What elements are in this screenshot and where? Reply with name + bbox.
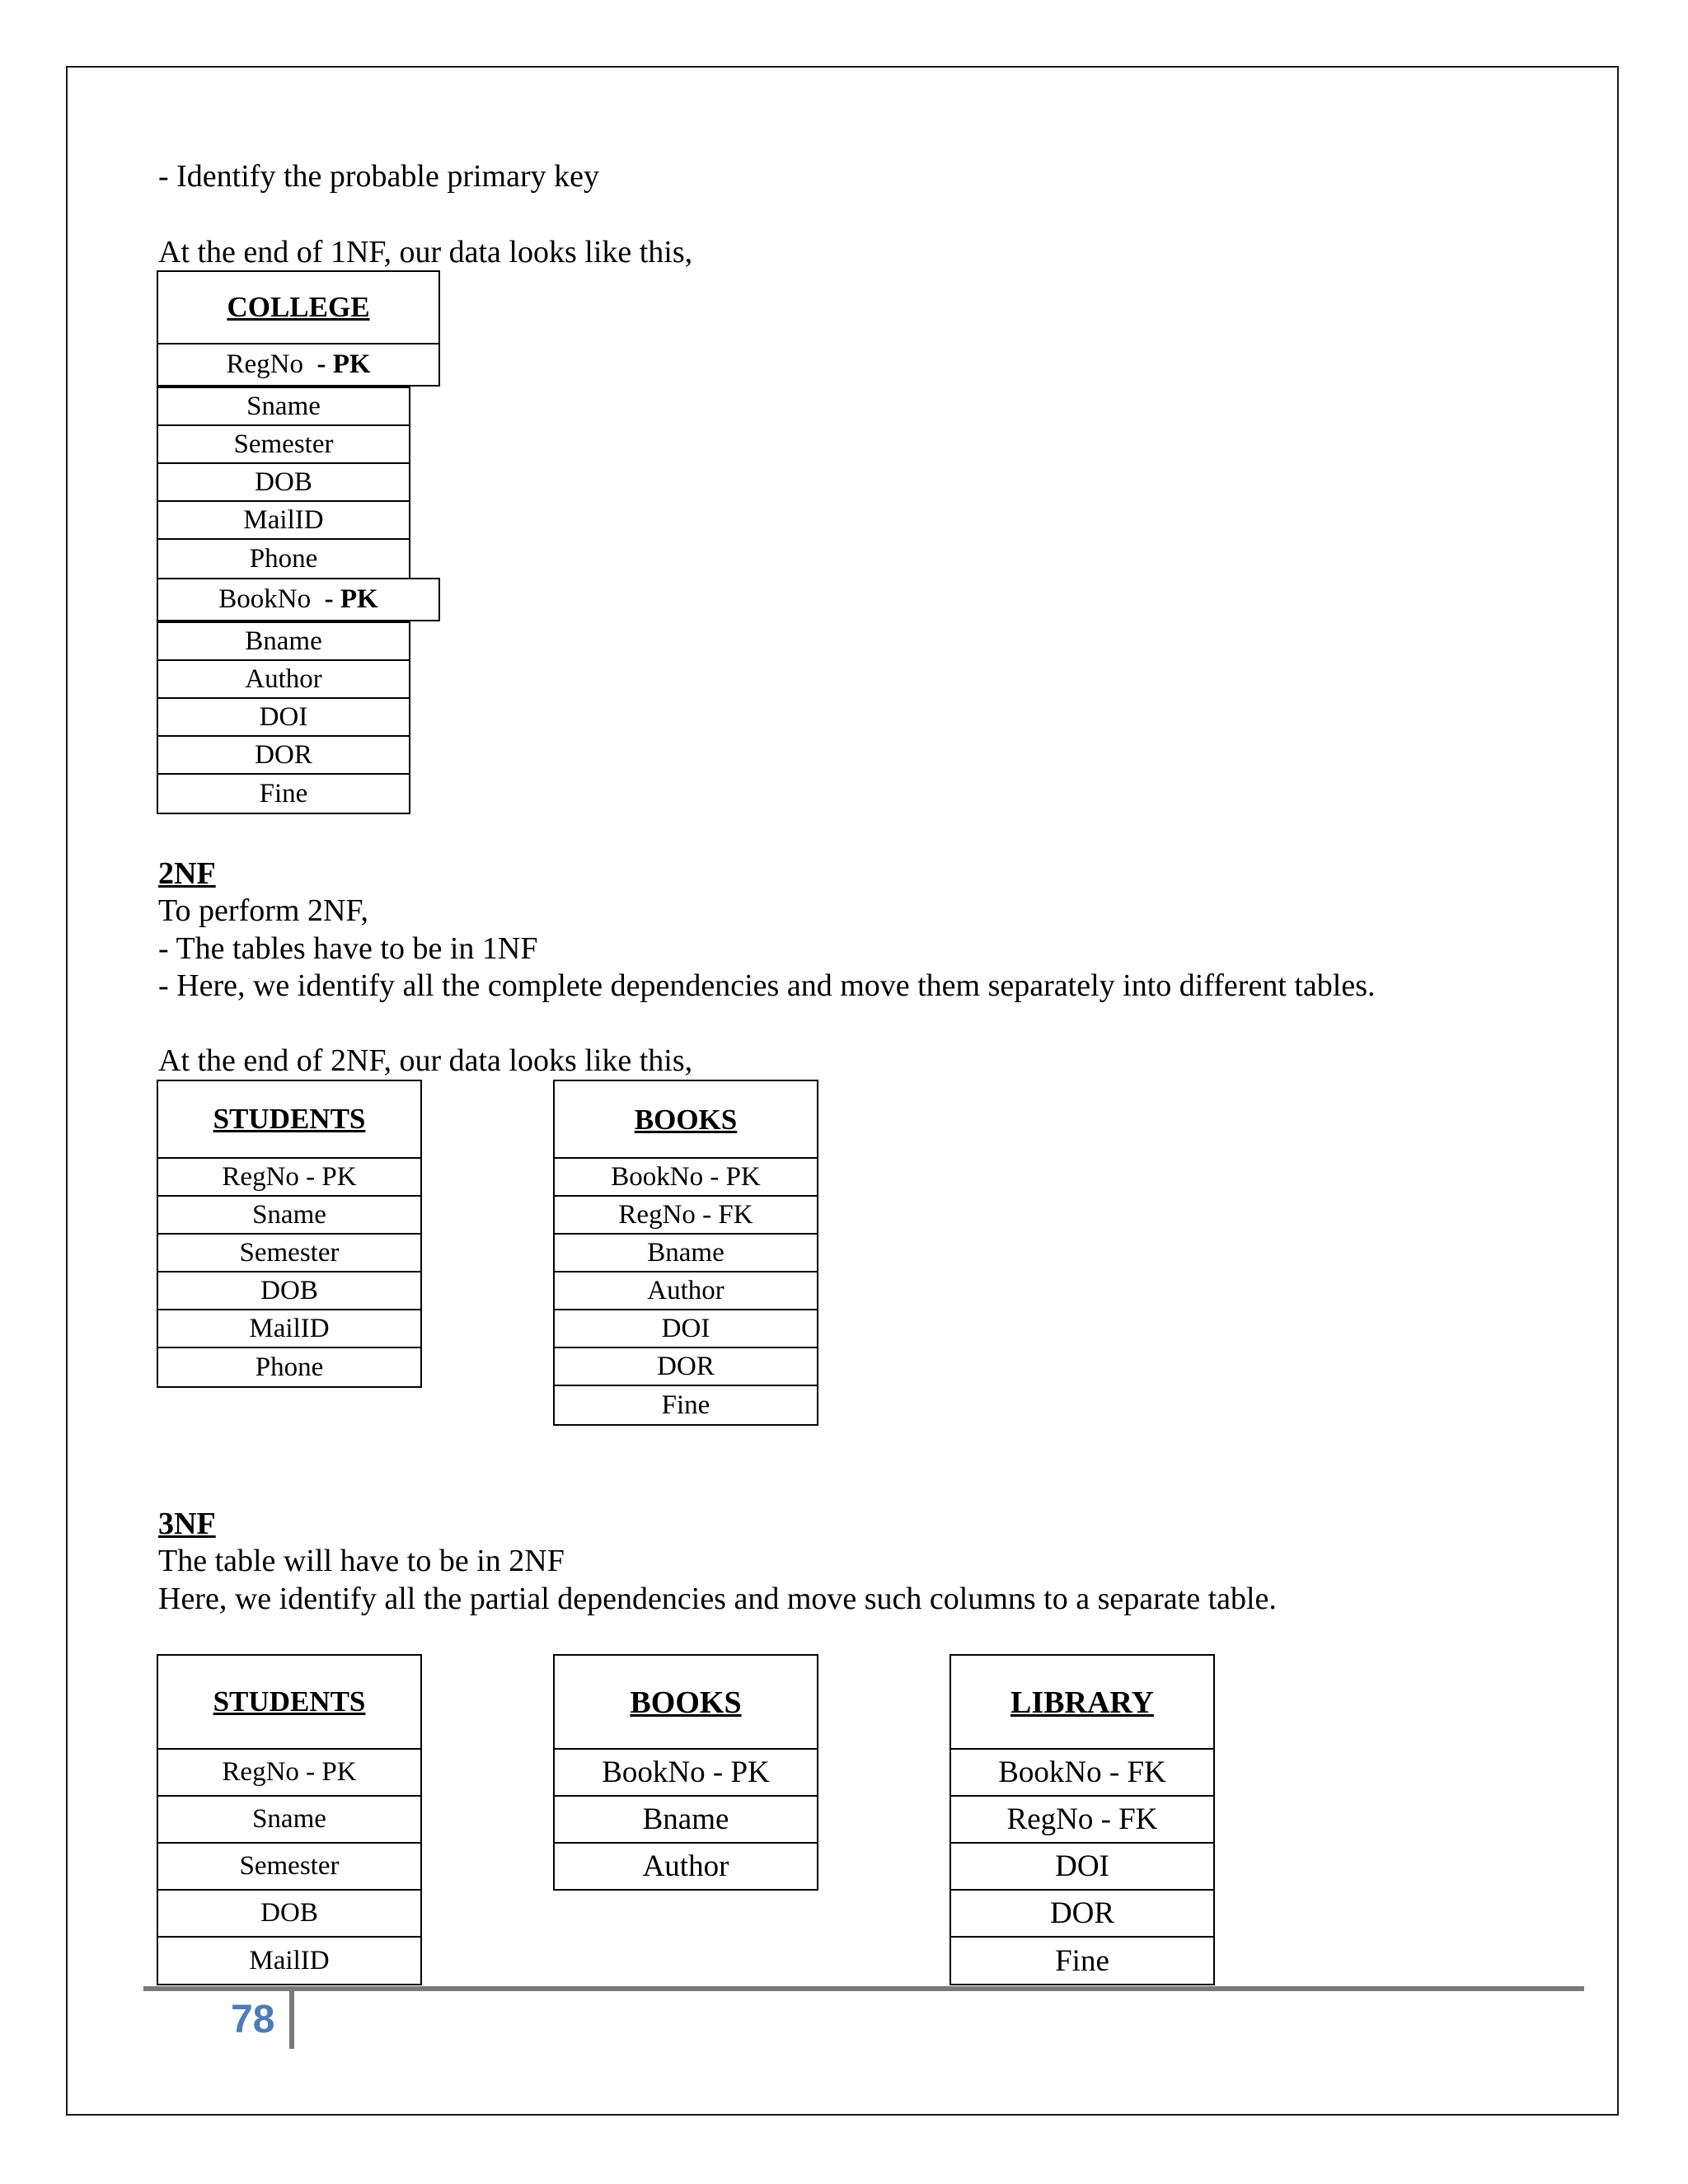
college-row-regno (157, 343, 440, 387)
text-2nf-line2: - The tables have to be in 1NF (158, 931, 538, 966)
table-row: Phone (157, 1347, 422, 1388)
table-row: BookNo - PK (553, 1157, 818, 1197)
table-row: BookNo - FK (950, 1748, 1215, 1797)
table-row: RegNo - FK (950, 1795, 1215, 1844)
table-row: Fine (553, 1385, 818, 1426)
table-row: Author (553, 1271, 818, 1310)
table-row: RegNo - PK (157, 1157, 422, 1197)
heading-3nf: 3NF (158, 1507, 216, 1541)
text-3nf-line1: The table will have to be in 2NF (158, 1544, 565, 1578)
college-row: MailID (157, 500, 410, 540)
college-row: DOR (157, 735, 410, 775)
nf3-students-title: STUDENTS (157, 1654, 422, 1750)
footer-rule (143, 1986, 1584, 1991)
nf3-library-title: LIBRARY (950, 1654, 1215, 1750)
bullet-primary-key: - Identify the probable primary key (158, 159, 599, 194)
regno-pk: - PK (316, 349, 371, 379)
table-row: Sname (157, 1195, 422, 1235)
college-row: DOB (157, 462, 410, 502)
text-2nf-line1: To perform 2NF, (158, 893, 368, 928)
college-row: Semester (157, 424, 410, 464)
table-row: DOI (553, 1309, 818, 1348)
college-row: Bname (157, 621, 410, 661)
table-row: RegNo - PK (157, 1748, 422, 1797)
regno-label: RegNo (226, 349, 303, 379)
text-2nf-line3: - Here, we identify all the complete dependencies and move them separately into different tables. (158, 968, 1376, 1003)
table-row: Author (553, 1842, 818, 1891)
page-number: 78 (231, 1998, 275, 2041)
table-row: DOB (157, 1889, 422, 1938)
nf2-books-title: BOOKS (553, 1080, 818, 1159)
table-row: Fine (950, 1936, 1215, 1985)
table-row: Sname (157, 1795, 422, 1844)
table-row: RegNo - FK (553, 1195, 818, 1235)
table-row: Bname (553, 1795, 818, 1844)
college-row: DOI (157, 697, 410, 737)
table-row: MailID (157, 1936, 422, 1985)
end-2nf-caption: At the end of 2NF, our data looks like this, (158, 1043, 693, 1078)
page-number-divider (289, 1991, 294, 2049)
table-row: DOR (950, 1889, 1215, 1938)
end-1nf-caption: At the end of 1NF, our data looks like this, (158, 235, 693, 269)
table-row: Bname (553, 1233, 818, 1272)
heading-2nf: 2NF (158, 856, 216, 891)
college-row: Fine (157, 773, 410, 814)
college-row-bookno (157, 578, 440, 621)
table-row: Semester (157, 1842, 422, 1891)
table-row: MailID (157, 1309, 422, 1348)
table-row: DOI (950, 1842, 1215, 1891)
college-row: Author (157, 659, 410, 699)
table-row: DOR (553, 1347, 818, 1386)
college-table-title: COLLEGE (157, 270, 440, 344)
nf3-books-title: BOOKS (553, 1654, 818, 1750)
bookno-label: BookNo (218, 584, 312, 614)
college-row: Phone (157, 538, 410, 579)
college-row: Sname (157, 387, 410, 426)
table-row: Semester (157, 1233, 422, 1272)
table-row: DOB (157, 1271, 422, 1310)
table-row: BookNo - PK (553, 1748, 818, 1797)
text-3nf-line2: Here, we identify all the partial dependencies and move such columns to a separate table. (158, 1582, 1277, 1616)
bookno-pk: - PK (324, 584, 378, 614)
nf2-students-title: STUDENTS (157, 1080, 422, 1159)
